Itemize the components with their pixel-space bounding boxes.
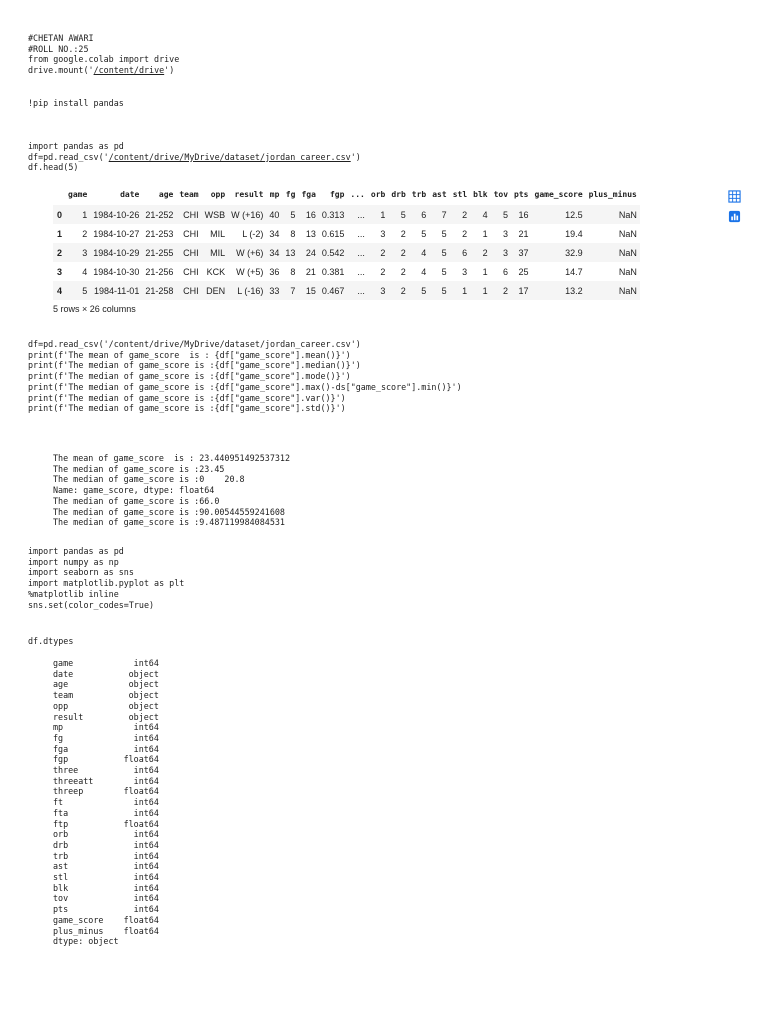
table-cell: 3: [503, 228, 509, 239]
table-cell: 5: [282, 205, 298, 224]
table-cell: 0.542: [319, 243, 348, 262]
table-cell: WSB: [202, 205, 229, 224]
table-cell: NaN: [586, 243, 640, 262]
table-row: [53, 243, 640, 262]
table-cell: 21: [305, 266, 316, 277]
table-cell: 6: [450, 243, 470, 262]
table-cell: 2: [400, 228, 406, 239]
table-cell: 13: [282, 243, 298, 262]
table-cell: ...: [347, 243, 367, 262]
table-cell: 5: [441, 228, 447, 239]
table-row: [53, 205, 640, 224]
path-link[interactable]: /content/drive/MyDrive/dataset/jordan_career.csv: [108, 151, 351, 162]
row-index: 1: [57, 228, 63, 239]
output-line: drb int64: [53, 839, 159, 850]
table-cell: 21-255: [142, 243, 176, 262]
dataframe-table: [53, 186, 640, 300]
table-cell: 2: [462, 228, 468, 239]
code-cell-stats[interactable]: [28, 339, 462, 414]
table-cell: 5: [388, 205, 408, 224]
column-header: mp: [269, 190, 280, 199]
output-line: team object: [53, 690, 159, 701]
output-line: mp int64: [53, 722, 159, 733]
column-header: pts: [514, 190, 529, 199]
code-line: from google.colab import drive: [28, 54, 180, 65]
code-cell-drive-mount[interactable]: [28, 33, 179, 76]
table-cell: 1: [450, 281, 470, 300]
output-line: three int64: [53, 765, 159, 776]
dtypes-output: [53, 658, 159, 947]
table-cell: 6: [503, 266, 509, 277]
table-cell: 2: [450, 205, 470, 224]
table-cell: L (-2): [242, 228, 264, 239]
table-cell: 2: [82, 228, 88, 239]
output-line: ft int64: [53, 797, 159, 808]
table-row: [53, 262, 640, 281]
code-line: df.dtypes: [28, 636, 74, 646]
table-cell: CHI: [176, 243, 201, 262]
table-cell: 21-256: [145, 266, 174, 277]
column-header: age: [158, 190, 174, 199]
table-cell: 8: [290, 228, 296, 239]
output-line: Name: game_score, dtype: float64: [53, 485, 215, 496]
output-line: dtype: object: [53, 936, 119, 947]
table-cell: 5: [65, 281, 90, 300]
dataframe-shape-text: 5 rows × 26 columns: [53, 304, 136, 314]
table-cell: 21: [518, 228, 529, 239]
column-header: tov: [493, 190, 509, 199]
code-line: import pandas as pd: [28, 141, 124, 151]
output-line: threep float64: [53, 786, 159, 797]
table-cell: 0.615: [321, 228, 345, 239]
column-header: opp: [210, 190, 226, 199]
code-line: print(f'The median of game_score is :{df["game_score"].max()-ds["game_score"].min()}'): [28, 381, 462, 392]
code-line: import seaborn as sns: [28, 567, 134, 578]
table-cell: 16: [298, 205, 318, 224]
table-cell: 3: [491, 243, 511, 262]
table-cell: MIL: [210, 228, 226, 239]
code-line: df=pd.read_csv('/content/drive/MyDrive/dataset/jordan_career.csv'): [28, 339, 361, 349]
table-cell: 1: [470, 281, 490, 300]
table-cell: 5: [429, 243, 449, 262]
table-cell: 1984-10-29: [90, 243, 142, 262]
table-row: [53, 281, 640, 300]
code-cell-dtypes[interactable]: [28, 636, 73, 647]
code-line: print(f'The mean of game_score is : {df["game_score"].mean()}'): [28, 349, 351, 360]
table-cell: NaN: [618, 228, 637, 239]
table-cell: 3: [368, 281, 388, 300]
table-cell: 13.2: [532, 281, 586, 300]
table-cell: 36: [269, 266, 280, 277]
output-line: The median of game_score is :9.487119984084531: [53, 517, 285, 528]
table-cell: 2: [368, 243, 388, 262]
output-line: The median of game_score is :0 20.8: [53, 474, 245, 485]
output-line: fgp float64: [53, 754, 159, 765]
table-cell: ...: [357, 228, 365, 239]
output-line: age object: [53, 679, 159, 690]
table-cell: 21-258: [142, 281, 176, 300]
column-header: date: [120, 190, 140, 199]
output-line: tov int64: [53, 893, 159, 904]
output-line: The median of game_score is :90.00544559241608: [53, 506, 285, 517]
table-cell: 0.467: [319, 281, 348, 300]
table-cell: 1984-10-26: [90, 205, 142, 224]
table-icon[interactable]: [728, 190, 741, 203]
column-header: ...: [350, 190, 365, 199]
output-line: The median of game_score is :66.0: [53, 495, 220, 506]
table-cell: L (-16): [228, 281, 266, 300]
table-cell: 4: [409, 243, 429, 262]
table-cell: 33: [266, 281, 282, 300]
path-link[interactable]: /content/drive: [93, 65, 165, 76]
code-line: #ROLL NO.:25: [28, 43, 89, 54]
output-line: date object: [53, 668, 159, 679]
table-cell: 4: [470, 205, 490, 224]
output-line: pts int64: [53, 904, 159, 915]
code-cell-imports[interactable]: [28, 546, 184, 610]
bar-chart-icon[interactable]: [728, 210, 741, 223]
table-cell: NaN: [586, 205, 640, 224]
output-line: opp object: [53, 700, 159, 711]
code-line: import pandas as pd: [28, 546, 124, 556]
dataframe-output: [53, 186, 640, 300]
table-cell: 21-252: [142, 205, 176, 224]
table-cell: CHI: [183, 266, 199, 277]
table-cell: 2: [388, 281, 408, 300]
code-line: drive.mount('/content/drive'): [28, 65, 175, 76]
table-cell: 1: [368, 205, 388, 224]
table-cell: 2: [470, 243, 490, 262]
table-cell: 2: [388, 243, 408, 262]
column-header: orb: [370, 190, 386, 199]
row-index: 0: [53, 205, 65, 224]
table-cell: 2: [491, 281, 511, 300]
column-header: game: [68, 190, 88, 199]
output-line: trb int64: [53, 850, 159, 861]
table-cell: 2: [400, 266, 406, 277]
table-cell: 2: [380, 266, 386, 277]
output-line: fta int64: [53, 807, 159, 818]
table-cell: 14.7: [565, 266, 583, 277]
table-cell: 1: [65, 205, 90, 224]
table-cell: 25: [518, 266, 529, 277]
code-line: print(f'The median of game_score is :{df["game_score"].var()}'): [28, 392, 346, 403]
table-cell: 16: [511, 205, 531, 224]
output-line: plus_minus float64: [53, 925, 159, 936]
code-line: %matplotlib inline: [28, 588, 119, 599]
column-header: trb: [411, 190, 427, 199]
table-cell: 5: [441, 266, 447, 277]
output-line: stl int64: [53, 872, 159, 883]
column-header: drb: [391, 190, 406, 199]
table-cell: CHI: [176, 205, 201, 224]
table-cell: 21-253: [145, 228, 174, 239]
code-cell-read-head[interactable]: [28, 141, 361, 173]
table-cell: 4: [421, 266, 427, 277]
code-line: print(f'The median of game_score is :{df["game_score"].std()}'): [28, 403, 346, 414]
table-cell: 7: [429, 205, 449, 224]
table-cell: CHI: [176, 281, 201, 300]
table-cell: 6: [409, 205, 429, 224]
table-cell: ...: [347, 281, 367, 300]
output-line: blk int64: [53, 882, 159, 893]
table-cell: 37: [511, 243, 531, 262]
code-line: print(f'The median of game_score is :{df["game_score"].median()}'): [28, 360, 361, 371]
table-cell: 34: [266, 243, 282, 262]
table-cell: DEN: [202, 281, 229, 300]
code-line: import matplotlib.pyplot as plt: [28, 578, 185, 589]
table-cell: 13: [305, 228, 316, 239]
table-cell: 17: [511, 281, 531, 300]
table-cell: W (+16): [228, 205, 266, 224]
table-cell: 1984-11-01: [90, 281, 142, 300]
table-cell: W (+6): [228, 243, 266, 262]
table-cell: 32.9: [532, 243, 586, 262]
table-cell: 24: [298, 243, 318, 262]
column-header: ast: [432, 190, 447, 199]
output-line: game_score float64: [53, 914, 159, 925]
code-line: import numpy as np: [28, 556, 119, 567]
output-line: ftp float64: [53, 818, 159, 829]
output-line: The median of game_score is :23.45: [53, 463, 225, 474]
table-cell: 3: [462, 266, 468, 277]
table-cell: 5: [421, 228, 427, 239]
table-cell: 3: [380, 228, 386, 239]
table-cell: 19.4: [565, 228, 583, 239]
table-cell: 40: [266, 205, 282, 224]
code-line: df=pd.read_csv('/content/drive/MyDrive/dataset/jordan_career.csv'): [28, 151, 361, 162]
column-header: fga: [301, 190, 316, 199]
table-cell: 0.313: [319, 205, 348, 224]
code-line: print(f'The median of game_score is :{df["game_score"].mode()}'): [28, 371, 351, 382]
table-cell: 4: [82, 266, 88, 277]
output-line: threeatt int64: [53, 775, 159, 786]
row-index: 2: [53, 243, 65, 262]
output-line: The mean of game_score is : 23.440951492537312: [53, 453, 290, 463]
code-cell-pip-install[interactable]: [28, 98, 124, 109]
column-header: game_score: [534, 190, 583, 199]
table-cell: ...: [357, 266, 365, 277]
output-line: game int64: [53, 658, 159, 668]
table-cell: 34: [269, 228, 280, 239]
table-cell: 1984-10-30: [93, 266, 140, 277]
code-line: !pip install pandas: [28, 98, 124, 108]
output-line: ast int64: [53, 861, 159, 872]
column-header: blk: [473, 190, 488, 199]
column-header: fgp: [329, 190, 345, 199]
table-row: [53, 224, 640, 243]
table-cell: ...: [347, 205, 367, 224]
row-index: 3: [57, 266, 63, 277]
output-line: result object: [53, 711, 159, 722]
stats-output: [53, 453, 290, 528]
table-cell: MIL: [202, 243, 229, 262]
table-cell: NaN: [586, 281, 640, 300]
table-cell: NaN: [618, 266, 637, 277]
code-line: df.head(5): [28, 162, 79, 173]
table-cell: CHI: [183, 228, 199, 239]
table-cell: KCK: [206, 266, 226, 277]
table-cell: 0.381: [321, 266, 345, 277]
table-cell: 7: [282, 281, 298, 300]
output-line: fg int64: [53, 732, 159, 743]
table-cell: 12.5: [532, 205, 586, 224]
column-header: stl: [452, 190, 468, 199]
row-index: 4: [53, 281, 65, 300]
table-cell: 8: [290, 266, 296, 277]
table-cell: 5: [409, 281, 429, 300]
table-cell: 15: [298, 281, 318, 300]
column-header: result: [234, 190, 264, 199]
column-header: team: [179, 190, 199, 199]
table-cell: W (+5): [236, 266, 264, 277]
dataframe-header-row: [53, 186, 640, 205]
code-line: #CHETAN AWARI: [28, 33, 94, 43]
table-cell: 5: [429, 281, 449, 300]
output-line: fga int64: [53, 743, 159, 754]
column-header: [53, 186, 65, 205]
table-cell: 1: [482, 266, 488, 277]
column-header: plus_minus: [588, 190, 637, 199]
table-cell: 1984-10-27: [93, 228, 140, 239]
column-header: fg: [285, 190, 296, 199]
table-cell: 3: [65, 243, 90, 262]
table-cell: 5: [491, 205, 511, 224]
table-cell: 1: [482, 228, 488, 239]
code-line: sns.set(color_codes=True): [28, 599, 155, 610]
output-line: orb int64: [53, 829, 159, 840]
